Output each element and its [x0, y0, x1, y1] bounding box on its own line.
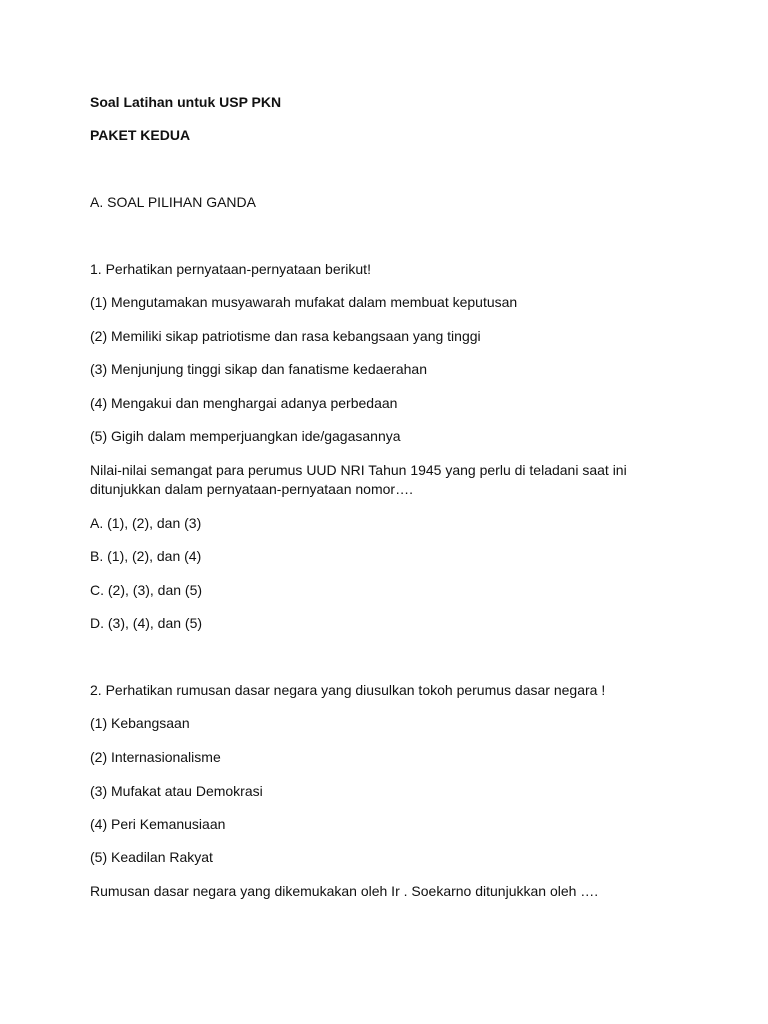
question-1-option-a: A. (1), (2), dan (3) [90, 515, 202, 531]
question-1-text-line-2: ditunjukkan dalam pernyataan-pernyataan nomor…. [90, 481, 413, 497]
question-1-text-line-1: Nilai-nilai semangat para perumus UUD NRI Tahun 1945 yang perlu di teladani saat ini [90, 462, 627, 478]
question-2-statement: (1) Kebangsaan [90, 715, 190, 731]
question-1-option-b: B. (1), (2), dan (4) [90, 548, 202, 564]
question-1-statement: (2) Memiliki sikap patriotisme dan rasa kebangsaan yang tinggi [90, 328, 481, 344]
document-title: Soal Latihan untuk USP PKN [90, 94, 282, 110]
question-2-statement: (3) Mufakat atau Demokrasi [90, 783, 263, 799]
section-heading: A. SOAL PILIHAN GANDA [90, 194, 256, 210]
question-1-prompt: 1. Perhatikan pernyataan-pernyataan berikut! [90, 261, 371, 277]
question-1-statement: (5) Gigih dalam memperjuangkan ide/gagasannya [90, 428, 401, 444]
question-2-text: Rumusan dasar negara yang dikemukakan oleh Ir . Soekarno ditunjukkan oleh …. [90, 883, 599, 899]
question-1-statement: (4) Mengakui dan menghargai adanya perbedaan [90, 395, 398, 411]
question-2-statement: (2) Internasionalisme [90, 749, 221, 765]
question-1-statement: (3) Menjunjung tinggi sikap dan fanatisme kedaerahan [90, 361, 427, 377]
question-2-statement: (5) Keadilan Rakyat [90, 849, 213, 865]
question-1-statement: (1) Mengutamakan musyawarah mufakat dalam membuat keputusan [90, 294, 518, 310]
question-1-option-d: D. (3), (4), dan (5) [90, 615, 203, 631]
question-2-statement: (4) Peri Kemanusiaan [90, 816, 226, 832]
question-2-prompt: 2. Perhatikan rumusan dasar negara yang diusulkan tokoh perumus dasar negara ! [90, 682, 606, 698]
question-1-option-c: C. (2), (3), dan (5) [90, 582, 203, 598]
package-label: PAKET KEDUA [90, 127, 191, 143]
